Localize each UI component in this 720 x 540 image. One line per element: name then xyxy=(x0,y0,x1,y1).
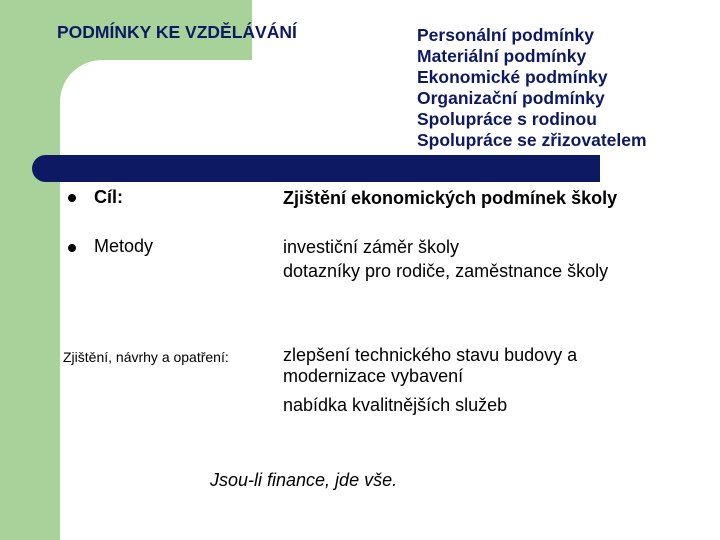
goal-label: Cíl: xyxy=(94,187,123,207)
navy-divider-bar xyxy=(32,155,600,182)
condition-item: Spolupráce s rodinou xyxy=(417,109,597,129)
green-side-stripe xyxy=(0,0,60,540)
condition-item: Organizační podmínky xyxy=(417,88,605,108)
methods-value: dotazníky pro rodiče, zaměstnance školy xyxy=(283,261,609,281)
methods-label: Metody xyxy=(94,236,154,256)
goal-value: Zjištění ekonomických podmínek školy xyxy=(283,188,618,208)
condition-item: Spolupráce se zřizovatelem xyxy=(417,130,647,150)
condition-item: Materiální podmínky xyxy=(417,46,587,66)
findings-value: zlepšení technického stavu budovy a xyxy=(283,345,578,365)
findings-value: modernizace vybavení xyxy=(283,366,464,386)
content-corner xyxy=(60,60,260,170)
condition-item: Ekonomické podmínky xyxy=(417,67,608,87)
methods-values xyxy=(283,235,608,283)
bullet-methods xyxy=(68,244,76,252)
condition-item: Personální podmínky xyxy=(417,25,594,45)
bullet-goal xyxy=(68,194,76,202)
conditions-list xyxy=(417,25,647,151)
methods-value: investiční záměr školy xyxy=(283,237,460,257)
findings-values xyxy=(283,345,577,416)
findings-label: Zjištění, návrhy a opatření: xyxy=(63,349,229,365)
slide-title: PODMÍNKY KE VZDĚLÁVÁNÍ xyxy=(57,22,297,42)
findings-value: nabídka kvalitnějších služeb xyxy=(283,395,508,415)
footer-note: Jsou-li finance, jde vše. xyxy=(210,470,398,490)
